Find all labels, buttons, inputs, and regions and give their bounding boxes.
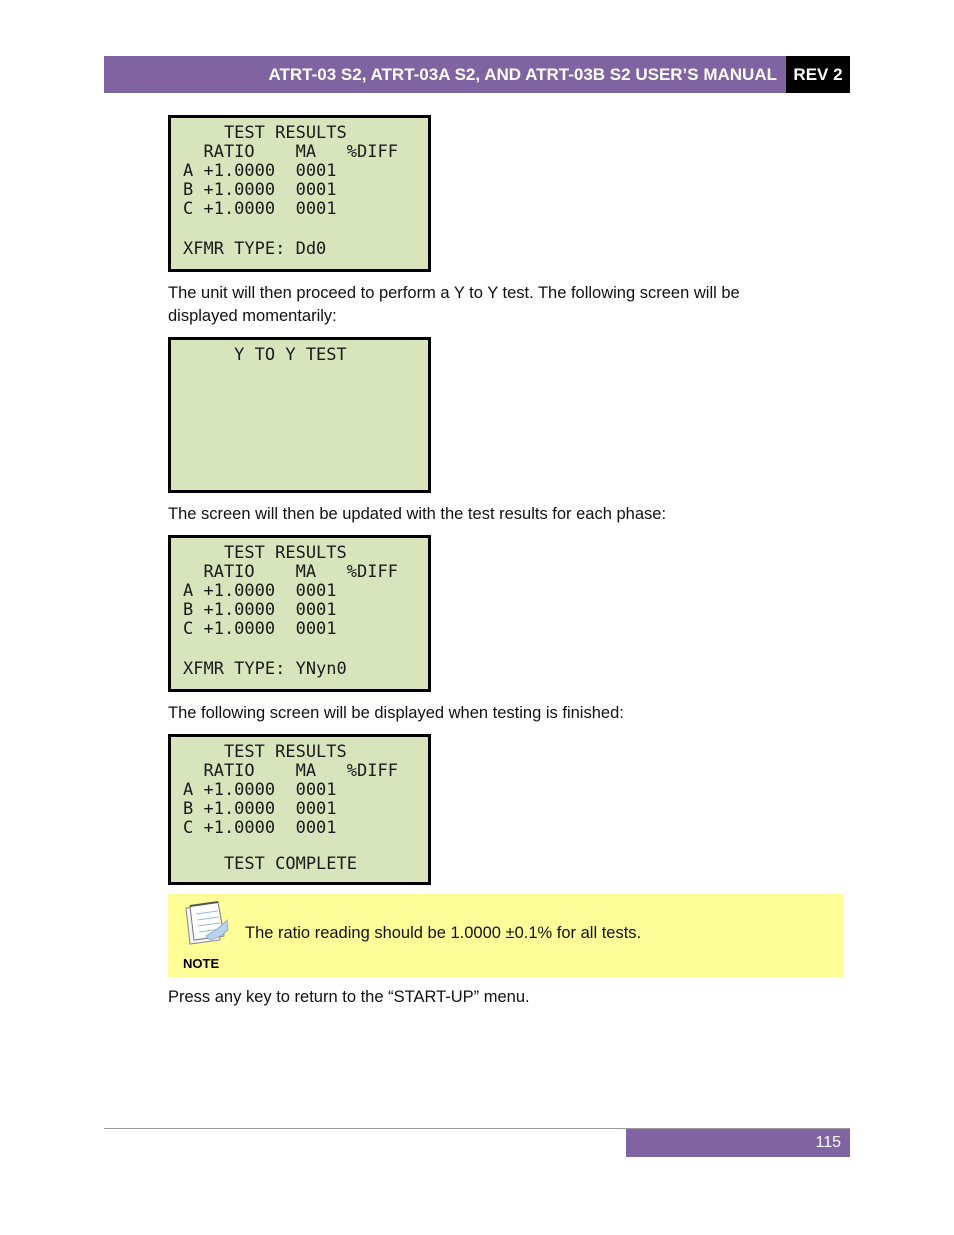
note-text: The ratio reading should be 1.0000 ±0.1% for all tests.: [245, 924, 642, 942]
lcd-screen-y-to-y-test: [168, 337, 431, 493]
lcd-line: C +1.0000 0001: [183, 199, 337, 219]
lcd-line: RATIO MA %DIFF: [183, 562, 398, 582]
lcd-line: B +1.0000 0001: [183, 180, 337, 200]
note-label: NOTE: [183, 956, 220, 971]
revision-badge: REV 2: [786, 56, 850, 93]
lcd-line: A +1.0000 0001: [183, 161, 337, 181]
lcd-line: TEST RESULTS: [183, 742, 347, 762]
lcd-screen-test-results-ynyn0: [168, 535, 431, 692]
lcd-line: C +1.0000 0001: [183, 619, 337, 639]
lcd-line: TEST RESULTS: [183, 123, 347, 143]
lcd-line: B +1.0000 0001: [183, 799, 337, 819]
lcd-line: A +1.0000 0001: [183, 780, 337, 800]
paragraph-update-results: The screen will then be updated with the test results for each phase:: [168, 505, 667, 523]
lcd-screen-test-results-dd0: [168, 115, 431, 272]
lcd-line: XFMR TYPE: YNyn0: [183, 659, 347, 679]
page-number: 115: [626, 1129, 850, 1157]
lcd-line: RATIO MA %DIFF: [183, 142, 398, 162]
lcd-line: A +1.0000 0001: [183, 581, 337, 601]
lcd-screen-test-complete: [168, 734, 431, 885]
lcd-line: XFMR TYPE: Dd0: [183, 239, 327, 259]
lcd-line: RATIO MA %DIFF: [183, 761, 398, 781]
note-box: [168, 894, 844, 977]
lcd-line: TEST RESULTS: [183, 543, 347, 563]
lcd-line: B +1.0000 0001: [183, 600, 337, 620]
paragraph-finished: The following screen will be displayed when testing is finished:: [168, 704, 624, 722]
lcd-line: C +1.0000 0001: [183, 818, 337, 838]
paragraph-return-startup: Press any key to return to the “START-UP” menu.: [168, 988, 530, 1006]
paragraph-y-to-y-intro: The unit will then proceed to perform a Y to Y test. The following screen will be displayed momentarily:: [168, 284, 740, 325]
notepad-icon: [180, 900, 230, 946]
header-title-bar: [104, 56, 786, 93]
lcd-line: Y TO Y TEST: [183, 345, 347, 365]
lcd-line: TEST COMPLETE: [183, 854, 357, 874]
manual-title: ATRT-03 S2, ATRT-03A S2, AND ATRT-03B S2 USER’S MANUAL: [268, 64, 777, 84]
